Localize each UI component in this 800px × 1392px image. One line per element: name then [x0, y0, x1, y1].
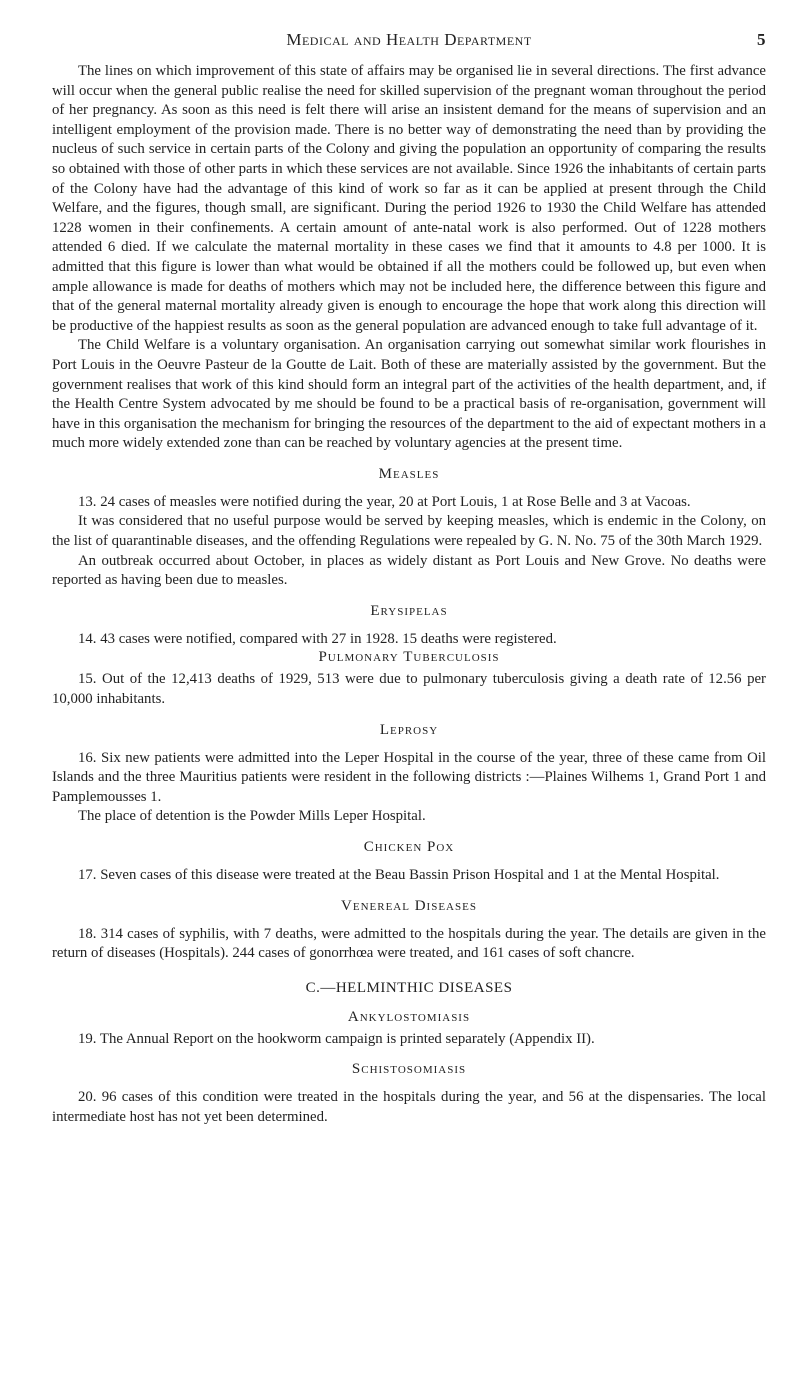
- paragraph-leprosy-detention: The place of detention is the Powder Mills Leper Hospital.: [78, 808, 426, 825]
- paragraph-leprosy-16: 16. Six new patients were admitted into the Leper Hospital in the course of the year, three of these came from Oil Islands and the three Mauritius patients were resident in the following districts :—Plaines Wilhems 1, Grand Port 1 and Pamplemousses 1.: [52, 749, 766, 805]
- section-heading-schistosomiasis: Schistosomiasis: [351, 1061, 467, 1078]
- section-heading-erysipelas: Erysipelas: [370, 602, 448, 619]
- paragraph-tuberculosis-15: 15. Out of the 12,413 deaths of 1929, 513 were due to pulmonary tuberculosis giving a death rate of 12.56 per 10,000 inhabitants.: [52, 671, 766, 708]
- paragraph-ankylostomiasis-19: 19. The Annual Report on the hookworm campaign is printed separately (Appendix II).: [78, 1030, 595, 1047]
- paragraph-measles-regulations: It was considered that no useful purpose would be served by keeping measles, which is endemic in the Colony, on the list of quarantinable diseases, and the offending Regulations were repealed by G. N. No. 75 of the 30th March 1929.: [52, 513, 766, 550]
- paragraph-maternal-supervision: The lines on which improvement of this state of affairs may be organised lie in several directions. The first advance will occur when the general public realise the need for skilled supervision of the pregnant woman throughout the period of her pregnancy. As soon as this need is felt there will arise an insistent demand for the means of supervision and an intelligent employment of the provision made. There is no better way of demonstrating the need than by providing the nucleus of such service in certain parts of the Colony and giving the population an opportunity of comparing the results so obtained with those of other parts in which these services are not available. Since 1926 the inhabitants of certain parts of the Colony have had the advantage of this kind of work so far as it can be applied at present through the Child Welfare, and the figures, though small, are significant. During the period 1926 to 1930 the Child Welfare has attended 1228 women in their confinements. A certain amount of ante-natal work is also performed. Out of 1228 mothers attended 6 died. If we calculate the maternal mortality in these cases we find that it amounts to 4.8 per 1000. It is admitted that this figure is lower than what would be obtained if all the mothers could be followed up, but even when ample allowance is made for deaths of mothers which may not be included here, the difference between this figure and that of the general maternal mortality already given is enough to encourage the hope that work along this direction will be productive of the happiest results as soon as the general population are advanced enough to take full advantage of it.: [52, 63, 766, 334]
- section-heading-measles: Measles: [378, 465, 440, 482]
- paragraph-schistosomiasis-20: 20. 96 cases of this condition were treated in the hospitals during the year, and 56 at the dispensaries. The local intermediate host has not yet been determined.: [52, 1089, 766, 1125]
- section-heading-leprosy: Leprosy: [379, 721, 439, 738]
- section-heading-chicken-pox: Chicken Pox: [363, 839, 455, 855]
- part-heading-helminthic: C.—HELMINTHIC DISEASES: [305, 979, 513, 996]
- paragraph-measles-outbreak: An outbreak occurred about October, in places as widely distant as Port Louis and New Grove. No deaths were reported as having been due to measles.: [52, 552, 766, 589]
- section-heading-venereal: Venereal Diseases: [341, 897, 477, 914]
- running-header: [52, 30, 766, 62]
- paragraph-erysipelas-14: 14. 43 cases were notified, compared with 27 in 1928. 15 deaths were registered.: [78, 630, 557, 647]
- page-number: 5: [757, 30, 766, 49]
- section-heading-tuberculosis: Pulmonary Tuberculosis: [318, 649, 500, 666]
- paragraph-measles-13: 13. 24 cases of measles were notified during the year, 20 at Port Louis, 1 at Rose Belle and 3 at Vacoas.: [78, 493, 691, 510]
- header-title: Medical and Health Department: [286, 30, 532, 49]
- paragraph-venereal-18: 18. 314 cases of syphilis, with 7 deaths, were admitted to the hospitals during the year. The details are given in the return of diseases (Hospitals). 244 cases of gonorrhœa were treated, and 161 cases of soft chancre.: [52, 925, 766, 962]
- paragraph-chicken-pox-17: 17. Seven cases of this disease were treated at the Beau Bassin Prison Hospital and 1 at the Mental Hospital.: [78, 867, 720, 883]
- paragraph-child-welfare: The Child Welfare is a voluntary organisation. An organisation carrying out somewhat similar work flourishes in Port Louis in the Oeuvre Pasteur de la Goutte de Lait. Both of these are materially assisted by the government. But the government realises that work of this kind should form an integral part of the activities of the health department, and, if the Health Centre System advocated by me should be found to be a practical basis of re-organisation, government will have in this organisation the mechanism for bringing the resources of the department to the aid of expectant mothers in a much more widely extended zone than can be reached by voluntary agencies at the present time.: [52, 337, 766, 452]
- section-heading-ankylostomiasis: Ankylostomiasis: [347, 1008, 471, 1025]
